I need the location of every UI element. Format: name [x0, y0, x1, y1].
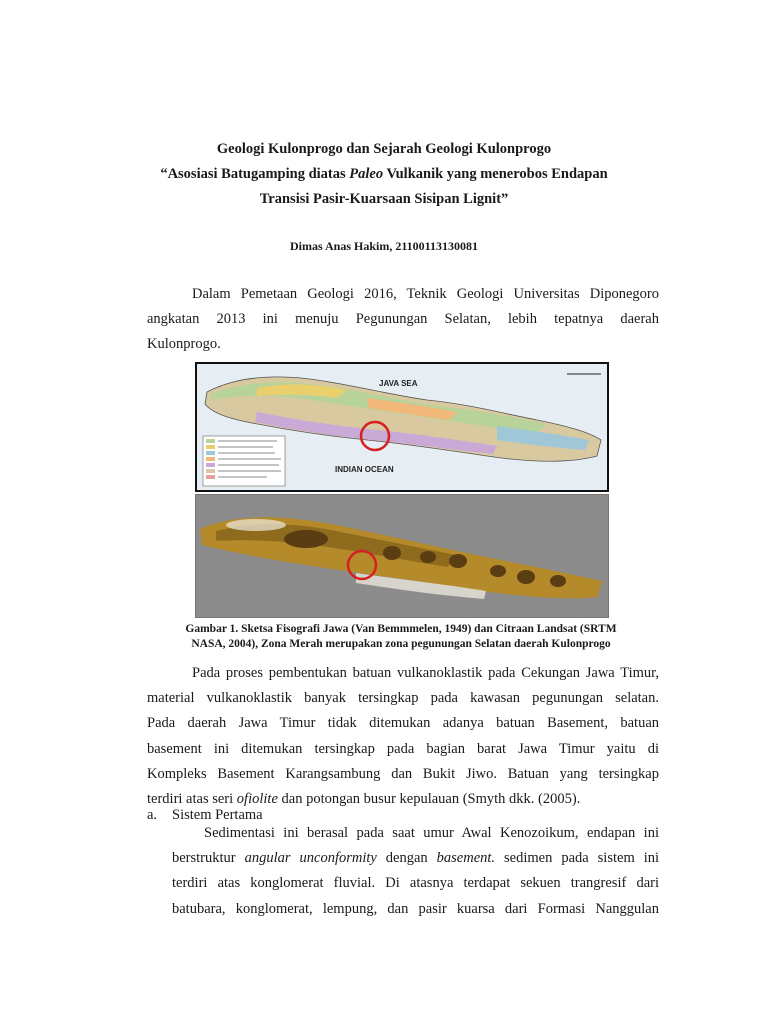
para2-line-6: terdiri atas seri ofiolite dan potongan busur kepulauan (Smyth dkk. (2005).	[147, 790, 581, 807]
document-title	[100, 137, 668, 212]
author-line: Dimas Anas Hakim, 21100113130081	[289, 239, 479, 253]
caption-line-2: NASA, 2004), Zona Merah merupakan zona pegunungan Selatan daerah Kulonprogo	[191, 637, 611, 650]
para3-line-2: berstruktur angular unconformity dengan basement. sedimen pada sistem ini	[172, 850, 660, 867]
sea-label-south: INDIAN OCEAN	[335, 465, 394, 474]
body-paragraph-3	[172, 821, 659, 922]
physiographic-map-figure	[195, 362, 609, 492]
para2-line-2: material vulkanoklastik banyak tersingkap pada kawasan pegunungan selatan.	[147, 690, 659, 707]
landsat-image	[196, 495, 608, 617]
title-line-3: Transisi Pasir-Kuarsaan Sisipan Lignit”	[259, 191, 509, 207]
title-line-1: Geologi Kulonprogo dan Sejarah Geologi Kulonprogo	[216, 141, 552, 157]
para2-line-1: Pada proses pembentukan batuan vulkanoklastik pada Cekungan Jawa Timur,	[192, 665, 659, 681]
intro-line-2: angkatan 2013 ini menuju Pegunungan Selatan, lebih tepatnya daerah	[147, 311, 659, 328]
para2-line-3: Pada daerah Jawa Timur tidak ditemukan adanya batuan Basement, batuan	[147, 715, 659, 732]
figure-caption	[140, 622, 662, 651]
intro-line-3: Kulonprogo.	[147, 336, 221, 353]
caption-line-1: Gambar 1. Sketsa Fisografi Jawa (Van Bemmmelen, 1949) dan Citraan Landsat (SRTM	[185, 623, 617, 635]
intro-line-1: Dalam Pemetaan Geologi 2016, Teknik Geologi Universitas Diponegoro	[192, 286, 659, 302]
para3-line-4: batubara, konglomerat, lempung, dan pasir kuarsa dari Formasi Nanggulan	[172, 900, 659, 917]
para3-line-3: terdiri atas konglomerat fluvial. Di atasnya terdapat sekuen trangresif dari	[172, 875, 659, 892]
intro-paragraph	[147, 282, 659, 358]
list-heading: Sistem Pertama	[172, 807, 263, 823]
para2-line-4: basement ini ditemukan tersingkap pada bagian barat Jawa Timur yaitu di	[147, 740, 659, 757]
para3-line-1: Sedimentasi ini berasal pada saat umur Awal Kenozoikum, endapan ini	[204, 825, 659, 841]
sea-label-north: JAVA SEA	[379, 379, 418, 388]
title-line-2: “Asosiasi Batugamping diatas Paleo Vulkanik yang menerobos Endapan	[160, 166, 608, 182]
landsat-image-figure	[195, 494, 609, 618]
physiographic-map	[197, 364, 607, 490]
body-paragraph-2	[147, 661, 659, 812]
list-marker: a.	[147, 807, 158, 823]
para2-line-5: Kompleks Basement Karangsambung dan Bukit Jiwo. Batuan yang tersingkap	[147, 765, 659, 782]
